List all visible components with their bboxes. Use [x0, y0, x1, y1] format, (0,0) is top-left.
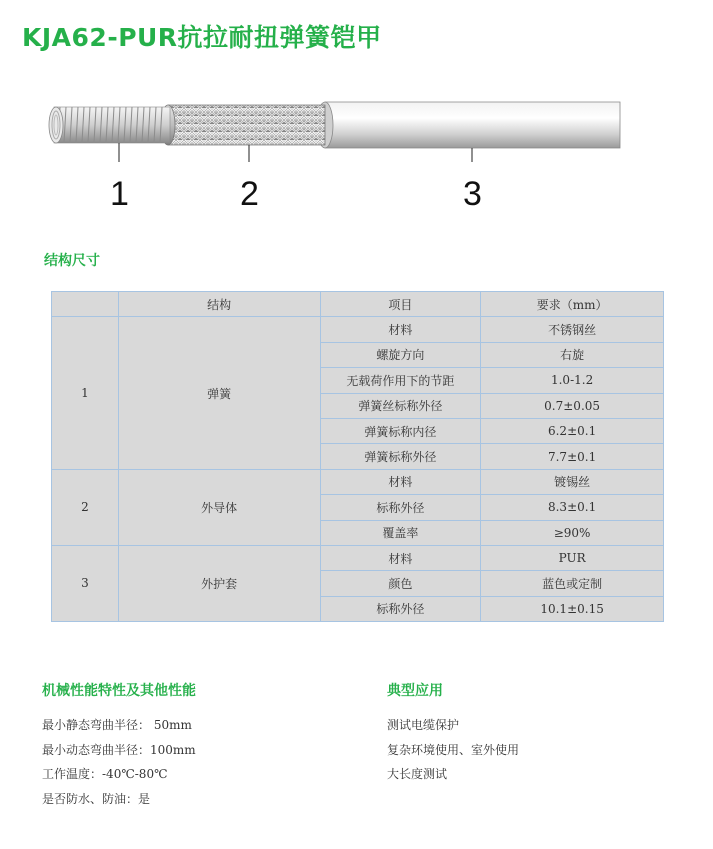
item-cell: 弹簧标称外径: [320, 444, 481, 469]
structure-table: [51, 291, 664, 622]
callout-3: 3: [463, 175, 482, 213]
callout-2: 2: [240, 175, 259, 213]
structure-heading: 结构尺寸: [44, 253, 100, 269]
table-row: [52, 317, 664, 342]
page-title: KJA62-PUR抗拉耐扭弹簧铠甲: [22, 23, 382, 52]
item-cell: 覆盖率: [320, 520, 481, 545]
value-cell: 不锈钢丝: [481, 317, 664, 342]
item-cell: 弹簧丝标称外径: [320, 393, 481, 418]
mechanical-item: 最小静态弯曲半径： 50mm: [42, 718, 192, 732]
table-header-row: [52, 292, 664, 317]
item-cell: 标称外径: [320, 596, 481, 621]
item-cell: 标称外径: [320, 495, 481, 520]
mechanical-item: 是否防水、防油：是: [42, 792, 151, 806]
value-cell: 1.0-1.2: [481, 368, 664, 393]
value-cell: 6.2±0.1: [481, 418, 664, 443]
value-cell: 右旋: [481, 342, 664, 367]
item-cell: 无载荷作用下的节距: [320, 368, 481, 393]
braid-layer: [161, 105, 325, 145]
item-cell: 材料: [320, 317, 481, 342]
value-cell: 镀锡丝: [481, 469, 664, 494]
spring-layer: [49, 107, 170, 143]
header-item: 项目: [320, 292, 481, 317]
jacket-layer: [317, 102, 620, 148]
mechanical-heading: 机械性能特性及其他性能: [42, 683, 196, 699]
item-cell: 弹簧标称内径: [320, 418, 481, 443]
table-row: [52, 545, 664, 570]
application-item: 大长度测试: [387, 767, 448, 781]
value-cell: 7.7±0.1: [481, 444, 664, 469]
callout-1: 1: [110, 175, 129, 213]
table-row: [52, 469, 664, 494]
group-no: 3: [52, 545, 119, 621]
header-no: [52, 292, 119, 317]
value-cell: 10.1±0.15: [481, 596, 664, 621]
value-cell: 8.3±0.1: [481, 495, 664, 520]
item-cell: 材料: [320, 545, 481, 570]
header-structure: 结构: [118, 292, 320, 317]
mechanical-item: 最小动态弯曲半径：100mm: [42, 743, 196, 757]
cable-structure-diagram: [40, 92, 640, 162]
group-name: 外护套: [118, 545, 320, 621]
group-name: 弹簧: [118, 317, 320, 469]
item-cell: 颜色: [320, 571, 481, 596]
value-cell: 0.7±0.05: [481, 393, 664, 418]
value-cell: PUR: [481, 545, 664, 570]
mechanical-item: 工作温度：-40℃-80℃: [42, 767, 168, 781]
header-requirement: 要求（mm）: [481, 292, 664, 317]
value-cell: ≥90%: [481, 520, 664, 545]
group-no: 1: [52, 317, 119, 469]
group-name: 外导体: [118, 469, 320, 545]
applications-heading: 典型应用: [387, 683, 443, 699]
group-no: 2: [52, 469, 119, 545]
application-item: 测试电缆保护: [387, 718, 460, 732]
item-cell: 螺旋方向: [320, 342, 481, 367]
item-cell: 材料: [320, 469, 481, 494]
value-cell: 蓝色或定制: [481, 571, 664, 596]
application-item: 复杂环境使用、室外使用: [387, 743, 520, 757]
